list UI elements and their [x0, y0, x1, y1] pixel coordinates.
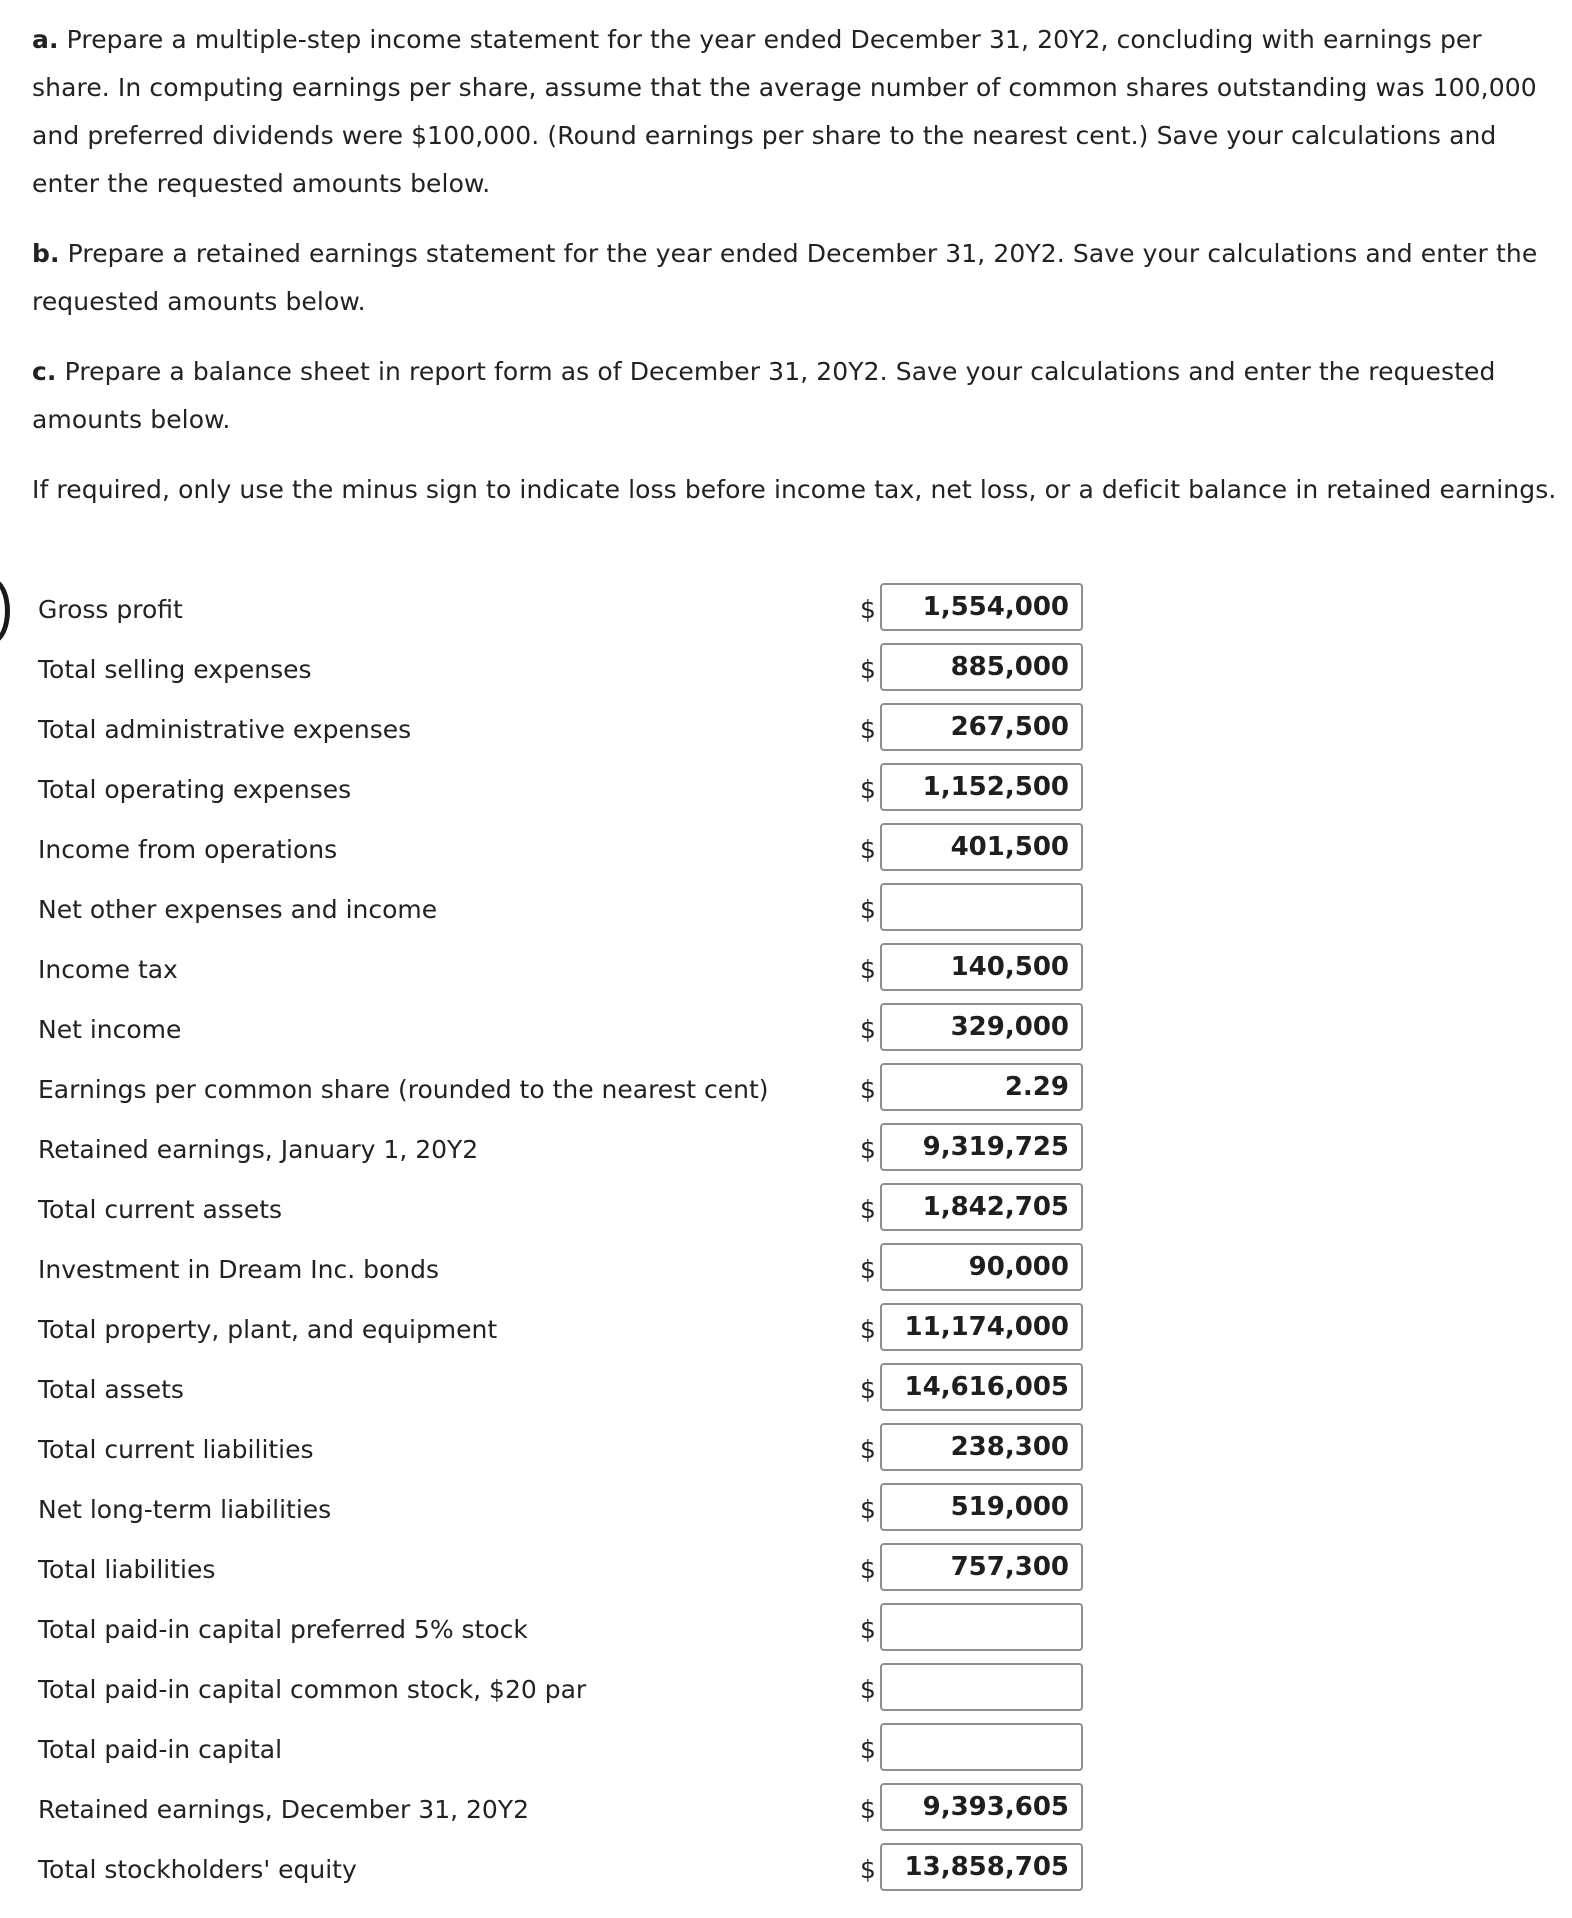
answer-row-label: Total property, plant, and equipment — [38, 1315, 498, 1344]
instruction-b-label: b. — [32, 239, 60, 268]
answer-row — [0, 1600, 1572, 1660]
answer-row-label: Total paid-in capital preferred 5% stock — [38, 1615, 528, 1644]
answer-row — [0, 1000, 1572, 1060]
amount-input[interactable] — [880, 883, 1083, 931]
answer-row-label: Investment in Dream Inc. bonds — [38, 1255, 440, 1284]
amount-input[interactable] — [880, 1003, 1083, 1051]
answer-row — [0, 1480, 1572, 1540]
answer-row-label: Retained earnings, January 1, 20Y2 — [38, 1135, 479, 1164]
answer-row — [0, 1420, 1572, 1480]
currency-symbol: $ — [860, 655, 876, 684]
currency-symbol: $ — [860, 1435, 876, 1464]
currency-symbol: $ — [860, 955, 876, 984]
currency-symbol: $ — [860, 835, 876, 864]
instruction-c-label: c. — [32, 357, 57, 386]
currency-symbol: $ — [860, 895, 876, 924]
amount-input[interactable] — [880, 763, 1083, 811]
instruction-b — [32, 230, 1557, 326]
amount-input[interactable] — [880, 1063, 1083, 1111]
answer-row — [0, 1780, 1572, 1840]
currency-symbol: $ — [860, 1735, 876, 1764]
answer-row — [0, 940, 1572, 1000]
answer-row-label: Total paid-in capital — [38, 1735, 283, 1764]
currency-symbol: $ — [860, 1675, 876, 1704]
amount-input[interactable] — [880, 1303, 1083, 1351]
instruction-b-text: Prepare a retained earnings statement for the year ended December 31, 20Y2. Save your calculations and enter the requested amounts below. — [32, 239, 1538, 316]
amount-input[interactable] — [880, 1123, 1083, 1171]
instruction-c — [32, 348, 1557, 444]
answer-row-label: Earnings per common share (rounded to the nearest cent) — [38, 1075, 769, 1104]
currency-symbol: $ — [860, 1375, 876, 1404]
answer-row-label: Income tax — [38, 955, 178, 984]
answer-row — [0, 1540, 1572, 1600]
instruction-a — [32, 16, 1557, 208]
answer-row-label: Total stockholders' equity — [38, 1855, 357, 1884]
answer-row-label: Total liabilities — [38, 1555, 216, 1584]
amount-input[interactable] — [880, 583, 1083, 631]
answer-row-label: Net long-term liabilities — [38, 1495, 332, 1524]
instruction-c-text: Prepare a balance sheet in report form as of December 31, 20Y2. Save your calculations and enter the requested amounts below. — [32, 357, 1496, 434]
currency-symbol: $ — [860, 1855, 876, 1884]
currency-symbol: $ — [860, 715, 876, 744]
amount-input[interactable] — [880, 1243, 1083, 1291]
answer-row — [0, 700, 1572, 760]
currency-symbol: $ — [860, 775, 876, 804]
currency-symbol: $ — [860, 1075, 876, 1104]
currency-symbol: $ — [860, 1015, 876, 1044]
answer-row — [0, 1240, 1572, 1300]
instruction-a-label: a. — [32, 25, 59, 54]
amount-input[interactable] — [880, 1663, 1083, 1711]
answer-row — [0, 760, 1572, 820]
answer-row — [0, 1720, 1572, 1780]
answer-row-label: Total current assets — [38, 1195, 283, 1224]
currency-symbol: $ — [860, 1135, 876, 1164]
instructions — [32, 16, 1557, 536]
answer-row-label: Total operating expenses — [38, 775, 352, 804]
answer-row-label: Total paid-in capital common stock, $20 par — [38, 1675, 587, 1704]
answer-row — [0, 1300, 1572, 1360]
currency-symbol: $ — [860, 1315, 876, 1344]
answer-row-label: Net income — [38, 1015, 182, 1044]
currency-symbol: $ — [860, 1795, 876, 1824]
amount-input[interactable] — [880, 1603, 1083, 1651]
amount-input[interactable] — [880, 1843, 1083, 1891]
answer-row — [0, 640, 1572, 700]
answer-row — [0, 1180, 1572, 1240]
currency-symbol: $ — [860, 595, 876, 624]
answer-row-label: Gross profit — [38, 595, 183, 624]
answer-row-label: Total selling expenses — [38, 655, 312, 684]
currency-symbol: $ — [860, 1255, 876, 1284]
instruction-note: If required, only use the minus sign to indicate loss before income tax, net loss, or a deficit balance in retained earnings. — [32, 475, 1557, 504]
answer-row — [0, 1660, 1572, 1720]
answer-row — [0, 880, 1572, 940]
answer-row-label: Income from operations — [38, 835, 338, 864]
amount-input[interactable] — [880, 1783, 1083, 1831]
currency-symbol: $ — [860, 1495, 876, 1524]
answer-row — [0, 1360, 1572, 1420]
answer-row-label: Total current liabilities — [38, 1435, 314, 1464]
amount-input[interactable] — [880, 643, 1083, 691]
amount-input[interactable] — [880, 943, 1083, 991]
amount-input[interactable] — [880, 1723, 1083, 1771]
answer-row-label: Total assets — [38, 1375, 184, 1404]
answer-row — [0, 1060, 1572, 1120]
answer-row-label: Net other expenses and income — [38, 895, 438, 924]
amount-input[interactable] — [880, 1363, 1083, 1411]
amount-input[interactable] — [880, 1423, 1083, 1471]
instruction-a-text: Prepare a multiple-step income statement for the year ended December 31, 20Y2, concluding with earnings per share. In computing earnings per share, assume that the average number of common shares outstanding was 100,000 and preferred dividends were $100,000. (Round earnings per share to the nearest cent.) Save your calculations and enter the requested amounts below. — [32, 25, 1537, 198]
currency-symbol: $ — [860, 1555, 876, 1584]
answer-row — [0, 820, 1572, 880]
amount-input[interactable] — [880, 823, 1083, 871]
amount-input[interactable] — [880, 1483, 1083, 1531]
amount-input[interactable] — [880, 1543, 1083, 1591]
currency-symbol: $ — [860, 1615, 876, 1644]
answer-row-label: Total administrative expenses — [38, 715, 412, 744]
answer-row — [0, 1840, 1572, 1900]
amount-input[interactable] — [880, 703, 1083, 751]
answer-row — [0, 1120, 1572, 1180]
answer-row — [0, 580, 1572, 640]
amount-input[interactable] — [880, 1183, 1083, 1231]
currency-symbol: $ — [860, 1195, 876, 1224]
answer-row-label: Retained earnings, December 31, 20Y2 — [38, 1795, 529, 1824]
